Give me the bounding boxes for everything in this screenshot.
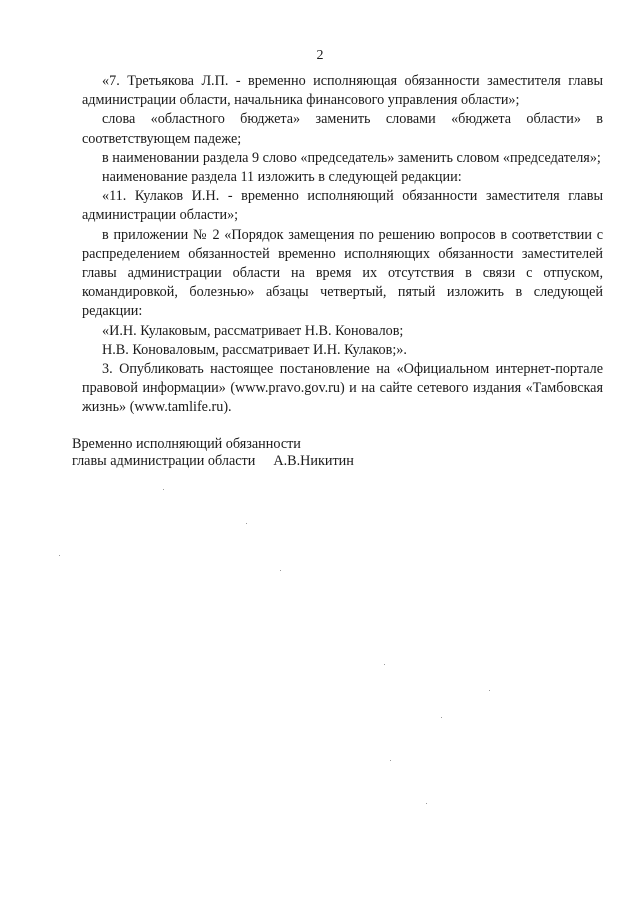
paragraph-konovalov: Н.В. Коноваловым, рассматривает И.Н. Кулаков;». bbox=[102, 341, 407, 358]
paragraph-item-11: «11. Кулаков И.Н. - временно исполняющий обязанности заместителя главы администрации области»; bbox=[82, 188, 603, 224]
signature-title-line2: главы администрации области bbox=[72, 453, 256, 469]
paragraph-publish: 3. Опубликовать настоящее постановление на «Официальном интернет-портале правовой информации» (www.pravo.gov.ru) и на сайте сетевого издания «Тамбовская жизнь» (www.tamlife.ru). bbox=[82, 361, 603, 416]
scan-speck bbox=[390, 760, 391, 761]
scan-speck bbox=[163, 489, 164, 490]
scan-speck bbox=[246, 523, 247, 524]
scan-speck bbox=[441, 717, 442, 718]
scan-speck bbox=[426, 803, 427, 804]
paragraph-kulakov: «И.Н. Кулаковым, рассматривает Н.В. Коновалов; bbox=[102, 322, 404, 339]
scan-speck bbox=[384, 664, 385, 665]
scan-speck bbox=[59, 555, 60, 556]
scan-speck bbox=[489, 690, 490, 691]
scan-speck bbox=[280, 570, 281, 571]
signature-block bbox=[72, 436, 472, 470]
paragraph-budget-wording: слова «областного бюджета» заменить словами «бюджета области» в соответствующем падеже; bbox=[82, 111, 603, 147]
paragraph-section-9: в наименовании раздела 9 слово «председатель» заменить словом «председателя»; bbox=[102, 149, 601, 166]
paragraph-item-7: «7. Третьякова Л.П. - временно исполняющая обязанности заместителя главы администрации области, начальника финансового управления области»; bbox=[82, 73, 603, 109]
paragraph-section-11-intro: наименование раздела 11 изложить в следующей редакции: bbox=[102, 169, 462, 186]
signatory-name: А.В.Никитин bbox=[273, 453, 354, 469]
page-number: 2 bbox=[316, 48, 324, 63]
document-body bbox=[82, 72, 603, 418]
paragraph-appendix-2: в приложении № 2 «Порядок замещения по решению вопросов в соответствии с распределением обязанностей временно исполняющих обязанности заместителей главы администрации области на время их отсутствия в связи с отпуском, командировкой, болезнью» абзацы четвертый, пятый изложить в следующей редакции: bbox=[82, 226, 603, 320]
signature-title-line1: Временно исполняющий обязанности bbox=[72, 436, 301, 452]
signature-title-row bbox=[72, 453, 472, 470]
